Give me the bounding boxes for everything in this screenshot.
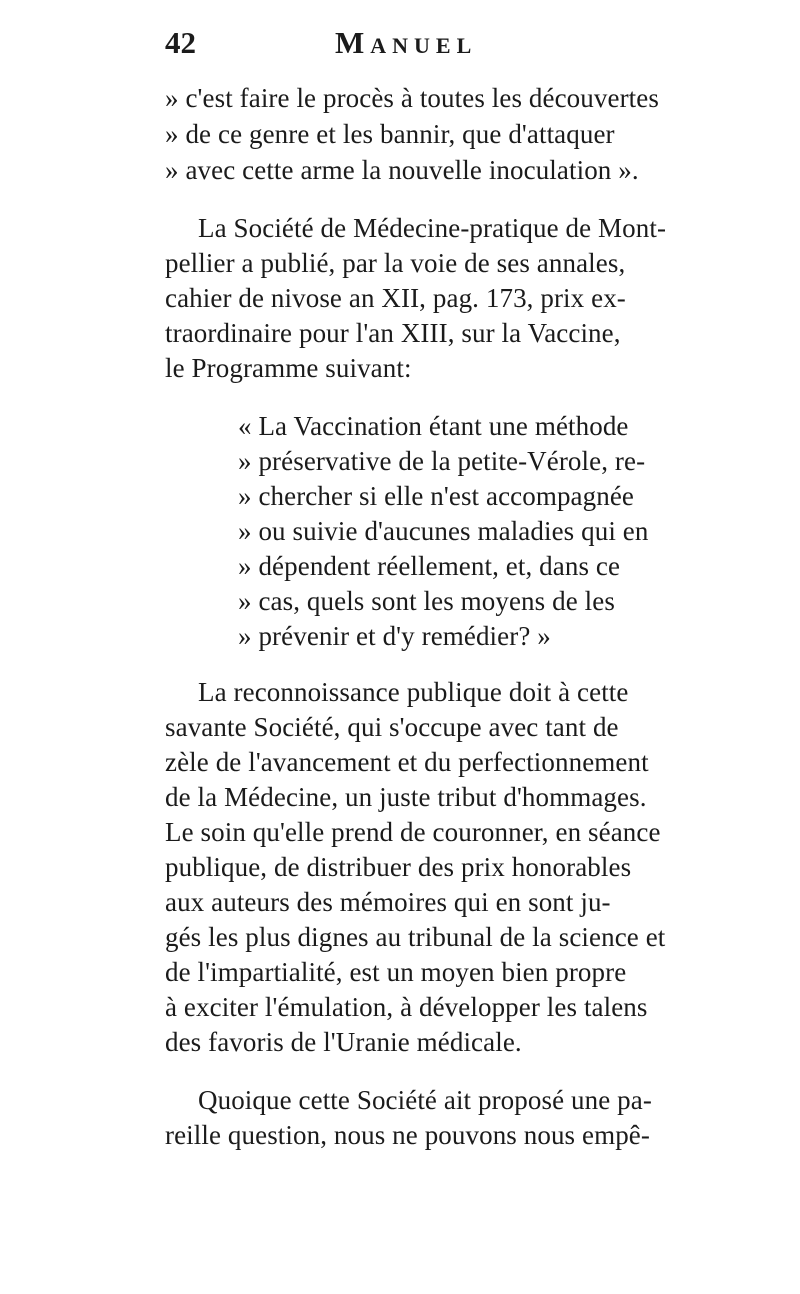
text-line: La reconnoissance publique doit à cette [198,677,629,707]
text-line: savante Société, qui s'occupe avec tant de [165,712,619,742]
quote-line: « La Vaccination étant une méthode [238,411,629,441]
running-title [335,24,477,65]
text-line: cahier de nivose an XII, pag. 173, prix ex- [165,283,626,313]
text-line: des favoris de l'Uranie médicale. [165,1027,522,1057]
text-line: reille question, nous ne pouvons nous empê- [165,1120,650,1150]
quote-line: » préservative de la petite-Vérole, re- [238,446,646,476]
text-line: de la Médecine, un juste tribut d'hommages. [165,782,647,812]
text-line: aux auteurs des mémoires qui en sont ju- [165,887,611,917]
text-line: à exciter l'émulation, à développer les talens [165,992,648,1022]
text-line: La Société de Médecine-pratique de Mont- [198,213,667,243]
text-line: zèle de l'avancement et du perfectionnement [165,747,649,777]
text-line: » de ce genre et les bannir, que d'attaquer [165,119,615,149]
text-line: » c'est faire le procès à toutes les découvertes [165,83,659,113]
running-title-rest: ANUEL [370,33,478,58]
page-number: 42 [165,25,196,60]
text-line: gés les plus dignes au tribunal de la science et [165,922,666,952]
quote-line: » chercher si elle n'est accompagnée [238,481,635,511]
quote-line: » prévenir et d'y remédier? » [238,621,551,651]
text-line: » avec cette arme la nouvelle inoculation ». [165,155,639,185]
quote-line: » cas, quels sont les moyens de les [238,586,615,616]
text-line: Quoique cette Société ait proposé une pa- [198,1085,652,1115]
text-line: traordinaire pour l'an XIII, sur la Vaccine, [165,318,621,348]
text-line: de l'impartialité, est un moyen bien propre [165,957,627,987]
quote-line: » dépendent réellement, et, dans ce [238,551,621,581]
quote-line: » ou suivie d'aucunes maladies qui en [238,516,649,546]
text-line: le Programme suivant: [165,353,412,383]
text-line: pellier a publié, par la voie de ses annales, [165,248,626,278]
text-line: publique, de distribuer des prix honorables [165,852,632,882]
text-line: Le soin qu'elle prend de couronner, en séance [165,817,661,847]
running-title-initial: M [335,25,371,60]
